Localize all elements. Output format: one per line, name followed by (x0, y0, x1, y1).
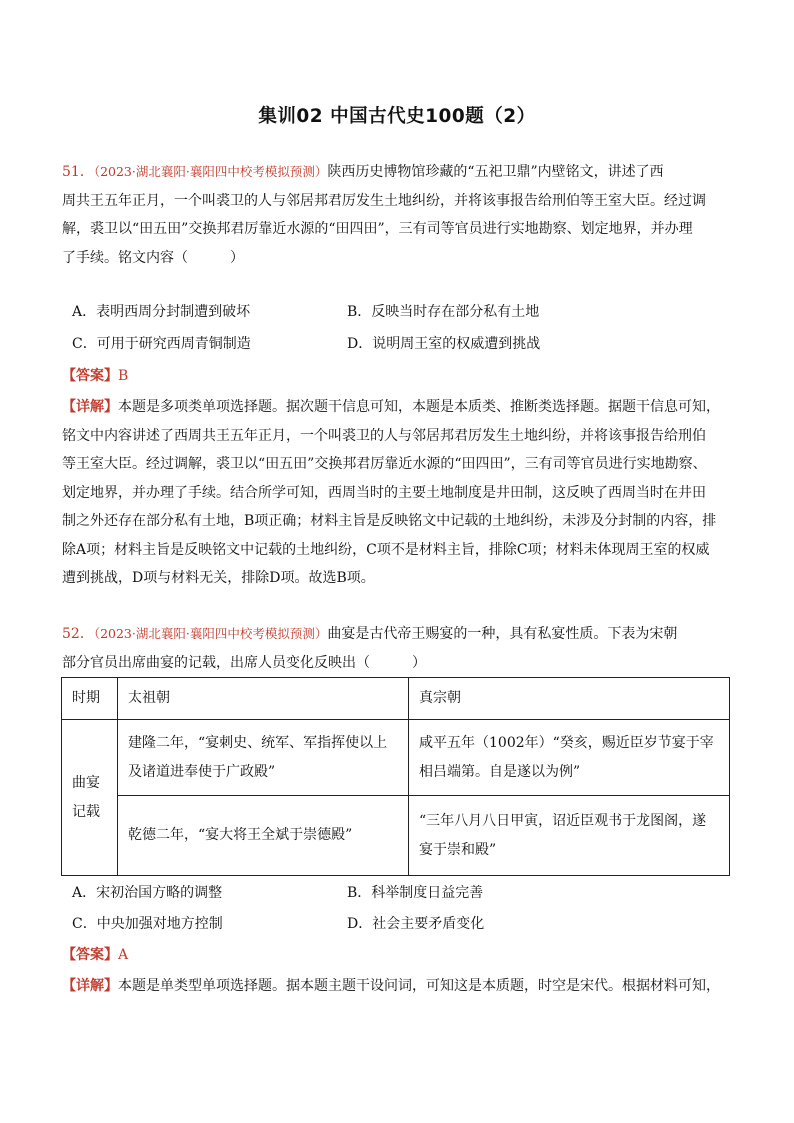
table-header-row (62, 678, 730, 720)
table-header-zhenzong: 真宗朝 (409, 678, 730, 720)
table-cell-taizu-1: 建隆二年，“宴刺史、统军、军指挥使以上及诸道进奉使于广政殿” (118, 720, 409, 796)
q51-stem (62, 158, 738, 272)
table-header-taizu: 太祖朝 (118, 678, 409, 720)
q51-detail (62, 393, 738, 593)
q51-stem-line-2: 周共王五年正月，一个叫裘卫的人与邻居邦君厉发生土地纠纷，并将该事报告给刑伯等王室大臣。经过调 (62, 192, 706, 209)
q51-detail-line-4: 划定地界，并办理了手续。结合所学可知，西周当时的主要土地制度是井田制，这反映了西周当时在井田 (62, 484, 706, 501)
q52-option-d[interactable]: D．社会主要矛盾变化 (347, 916, 485, 932)
table-row (62, 720, 730, 796)
q52-detail (62, 972, 738, 1001)
q51-option-a[interactable]: A．表明西周分封制遭到破坏 (72, 304, 251, 320)
row-label-line-1: 曲宴 (72, 775, 100, 791)
table-row (62, 796, 730, 876)
q52-detail-line-1: 本题是单类型单项选择题。据本题主题干设问词，可知这是本质题，时空是宋代。根据材料可知， (118, 978, 720, 994)
q52-source: （2023·湖北襄阳·襄阳四中校考模拟预测） (93, 626, 328, 641)
q52-detail-label: 【详解】 (62, 978, 118, 994)
q51-detail-line-2: 铭文中内容讲述了西周共王五年正月，一个叫裘卫的人与邻居邦君厉发生土地纠纷，并将该事报告给刑伯 (62, 427, 706, 444)
row-label-line-2: 记载 (72, 803, 100, 820)
q52-answer-value: A (118, 947, 129, 963)
q51-detail-line-3: 等王室大臣。经过调解，裘卫以“田五田”交换邦君厉靠近水源的“田四田”，三有司等官员进行实地勘察、 (62, 456, 707, 472)
table-cell-taizu-2: 乾德二年，“宴大将王全斌于崇德殿” (118, 796, 409, 876)
q51-detail-line-5: 制之外还存在部分私有土地，B项正确；材料主旨是反映铭文中记载的土地纠纷，未涉及分封制的内容，排 (62, 513, 717, 529)
q51-number: 51． (62, 164, 94, 180)
q51-stem-line-1: 陕西历史博物馆珍藏的“五祀卫鼎”内壁铭文，讲述了西 (327, 164, 664, 180)
q52-option-c[interactable]: C．中央加强对地方控制 (72, 916, 223, 932)
q52-answer-label: 【答案】 (62, 947, 118, 963)
q52-option-a[interactable]: A．宋初治国方略的调整 (72, 885, 223, 901)
q51-source: （2023·湖北襄阳·襄阳四中校考模拟预测） (93, 164, 328, 179)
table-cell-zhenzong-1: 咸平五年（1002年）“癸亥，赐近臣岁节宴于宰相吕端第。自是遂以为例” (409, 720, 730, 796)
table-row-label (62, 720, 118, 876)
q52-option-b[interactable]: B．科举制度日益完善 (347, 885, 484, 901)
q51-detail-line-6: 除A项；材料主旨是反映铭文中记载的土地纠纷，C项不是材料主旨，排除C项；材料未体现周王室的权威 (62, 541, 710, 558)
q51-detail-line-1: 本题是多项类单项选择题。据次题干信息可知，本题是本质类、推断类选择题。据题干信息可知， (118, 399, 720, 415)
table-header-period: 时期 (62, 678, 118, 720)
q51-stem-line-4: 了手续。铭文内容（ ） (62, 249, 244, 266)
q52-answer (62, 945, 128, 965)
q51-stem-line-3: 解，裘卫以“田五田”交换邦君厉靠近水源的“田四田”，三有司等官员进行实地勘察、划定地界，并办理 (62, 221, 693, 237)
q51-answer (62, 366, 128, 386)
q52-number: 52． (62, 626, 94, 642)
q51-answer-label: 【答案】 (62, 368, 118, 384)
q51-answer-value: B (118, 368, 129, 384)
q51-detail-label: 【详解】 (62, 399, 118, 415)
table-cell-zhenzong-2: “三年八月八日甲寅，诏近臣观书于龙图阁，遂宴于崇和殿” (409, 796, 730, 876)
q51-option-d[interactable]: D．说明周王室的权威遭到挑战 (347, 336, 541, 352)
q52-stem (62, 620, 738, 677)
q51-detail-line-7: 遭到挑战，D项与材料无关，排除D项。故选B项。 (62, 570, 375, 586)
q52-stem-line-1: 曲宴是古代帝王赐宴的一种，具有私宴性质。下表为宋朝 (327, 626, 678, 642)
q51-option-c[interactable]: C．可用于研究西周青铜制造 (72, 336, 251, 352)
q52-stem-line-2: 部分官员出席曲宴的记载，出席人员变化反映出（ ） (62, 654, 426, 671)
banquet-table (61, 677, 730, 876)
page-title: 集训02 中国古代史100题（2） (258, 106, 536, 127)
q51-option-b[interactable]: B．反映当时存在部分私有土地 (347, 304, 540, 320)
